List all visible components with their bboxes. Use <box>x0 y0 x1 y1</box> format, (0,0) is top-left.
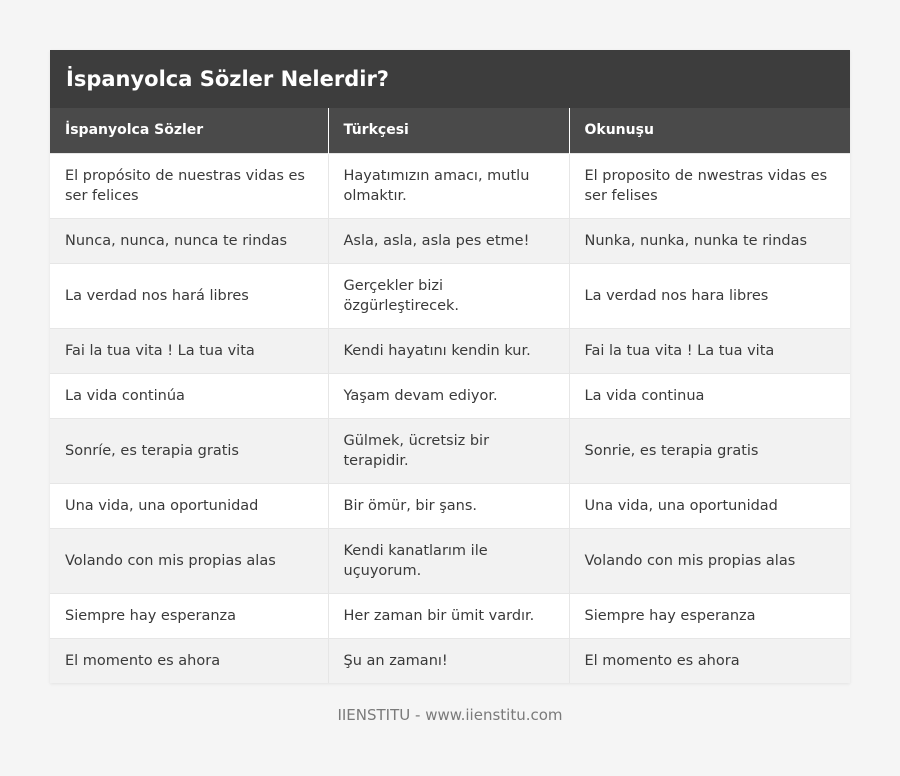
table-row <box>50 218 850 263</box>
cell-turkish: Yaşam devam ediyor. <box>328 373 569 418</box>
cell-turkish: Şu an zamanı! <box>328 638 569 683</box>
table-row <box>50 418 850 483</box>
cell-turkish: Kendi kanatlarım ile uçuyorum. <box>328 528 569 593</box>
table-row <box>50 263 850 328</box>
cell-turkish: Bir ömür, bir şans. <box>328 483 569 528</box>
column-header-pronunciation: Okunuşu <box>569 108 850 153</box>
cell-pronunciation: La vida continua <box>569 373 850 418</box>
cell-pronunciation: Siempre hay esperanza <box>569 593 850 638</box>
cell-spanish: Volando con mis propias alas <box>50 528 328 593</box>
table-title: İspanyolca Sözler Nelerdir? <box>50 50 850 108</box>
table-row <box>50 373 850 418</box>
sayings-table <box>50 108 850 683</box>
cell-spanish: El momento es ahora <box>50 638 328 683</box>
footer-credit: IIENSTITU - www.iienstitu.com <box>337 706 563 724</box>
cell-pronunciation: Nunka, nunka, nunka te rindas <box>569 218 850 263</box>
cell-pronunciation: El momento es ahora <box>569 638 850 683</box>
table-row <box>50 528 850 593</box>
table-card <box>50 50 850 683</box>
cell-turkish: Gerçekler bizi özgürleştirecek. <box>328 263 569 328</box>
header-row <box>50 108 850 153</box>
table-row <box>50 483 850 528</box>
cell-spanish: La verdad nos hará libres <box>50 263 328 328</box>
table-row <box>50 638 850 683</box>
cell-spanish: Una vida, una oportunidad <box>50 483 328 528</box>
cell-turkish: Her zaman bir ümit vardır. <box>328 593 569 638</box>
cell-pronunciation: El proposito de nwestras vidas es ser felises <box>569 153 850 218</box>
cell-spanish: Sonríe, es terapia gratis <box>50 418 328 483</box>
cell-turkish: Hayatımızın amacı, mutlu olmaktır. <box>328 153 569 218</box>
table-row <box>50 328 850 373</box>
cell-spanish: El propósito de nuestras vidas es ser felices <box>50 153 328 218</box>
table-row <box>50 593 850 638</box>
cell-turkish: Gülmek, ücretsiz bir terapidir. <box>328 418 569 483</box>
column-header-turkish: Türkçesi <box>328 108 569 153</box>
cell-pronunciation: La verdad nos hara libres <box>569 263 850 328</box>
table-row <box>50 153 850 218</box>
cell-pronunciation: Sonrie, es terapia gratis <box>569 418 850 483</box>
cell-spanish: Nunca, nunca, nunca te rindas <box>50 218 328 263</box>
column-header-spanish: İspanyolca Sözler <box>50 108 328 153</box>
cell-spanish: La vida continúa <box>50 373 328 418</box>
cell-pronunciation: Fai la tua vita ! La tua vita <box>569 328 850 373</box>
cell-turkish: Asla, asla, asla pes etme! <box>328 218 569 263</box>
cell-turkish: Kendi hayatını kendin kur. <box>328 328 569 373</box>
cell-spanish: Siempre hay esperanza <box>50 593 328 638</box>
cell-spanish: Fai la tua vita ! La tua vita <box>50 328 328 373</box>
cell-pronunciation: Volando con mis propias alas <box>569 528 850 593</box>
cell-pronunciation: Una vida, una oportunidad <box>569 483 850 528</box>
